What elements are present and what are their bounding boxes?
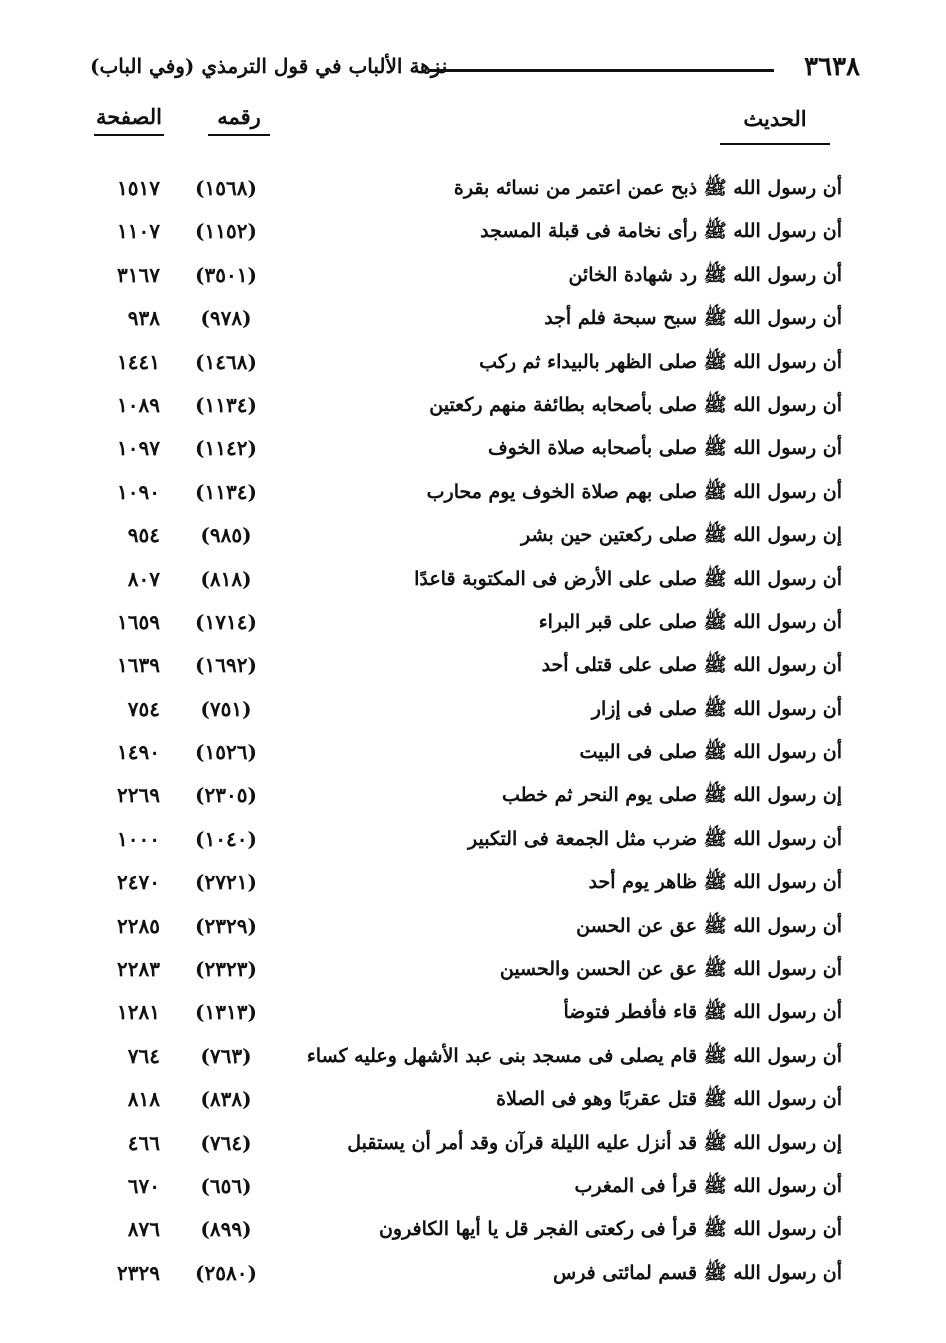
hadith-number: (٨١٨)	[200, 566, 252, 591]
hadith-text: إن رسول الله ﷺ صلى ركعتين حين بشر	[521, 524, 842, 547]
page-reference: ٢٢٦٩	[117, 783, 160, 808]
hadith-number: (٩٨٥)	[200, 523, 252, 548]
page-reference: ٢٢٨٣	[117, 957, 160, 982]
hadith-text: أن رسول الله ﷺ قام يصلى فى مسجد بنى عبد الأشهل وعليه كساء	[306, 1044, 842, 1067]
hadith-text: إن رسول الله ﷺ صلى يوم النحر ثم خطب	[502, 784, 842, 807]
hadith-number: (٢٧٢١)	[195, 870, 257, 895]
running-title: نزهة الألباب في قول الترمذي (وفي الباب)	[90, 54, 448, 78]
index-row	[0, 257, 946, 300]
page-reference: ٦٧٠	[127, 1173, 160, 1198]
hadith-text: أن رسول الله ﷺ صلى على قتلى أحد	[541, 654, 842, 677]
hadith-number: (٨٣٨)	[200, 1087, 252, 1112]
hadith-text: أن رسول الله ﷺ سبح سبحة فلم أجد	[544, 307, 842, 330]
index-row	[0, 734, 946, 777]
index-row	[0, 170, 946, 213]
page-header	[90, 52, 860, 92]
hadith-number: (٩٧٨)	[200, 306, 252, 331]
page-reference: ٩٣٨	[127, 306, 160, 331]
hadith-text: أن رسول الله ﷺ صلى بأصحابه صلاة الخوف	[487, 437, 842, 460]
hadith-text: أن رسول الله ﷺ رأى نخامة فى قبلة المسجد	[480, 220, 842, 243]
index-row	[0, 474, 946, 517]
hadith-number: (١٥٦٨)	[195, 176, 257, 200]
page-number: ٣٦٣٨	[804, 52, 860, 82]
column-header-hadith-label: الحديث	[743, 106, 807, 131]
hadith-number: (٢٣٢٩)	[195, 913, 257, 938]
index-row	[0, 344, 946, 387]
index-row	[0, 1125, 946, 1168]
column-header-number-label: رقمه	[217, 104, 261, 129]
hadith-number: (١٠٤٠)	[195, 826, 257, 851]
hadith-number: (١٣١٣)	[195, 1000, 257, 1025]
hadith-text: أن رسول الله ﷺ صلى فى إزار	[591, 697, 842, 720]
index-row	[0, 1211, 946, 1254]
page-reference: ١٢٨١	[117, 1000, 160, 1025]
hadith-text: أن رسول الله ﷺ ضرب مثل الجمعة فى التكبير	[468, 827, 842, 850]
page-reference: ١٠٩٠	[117, 479, 160, 504]
index-row	[0, 517, 946, 560]
hadith-number: (٦٥٦)	[200, 1173, 252, 1198]
column-header-underline	[720, 143, 830, 145]
page-reference: ١٥١٧	[117, 176, 160, 200]
hadith-number: (١٧١٤)	[195, 609, 257, 634]
page-reference: ٢٢٨٥	[117, 913, 160, 938]
page-reference: ١٤٤١	[117, 349, 160, 374]
index-row	[0, 821, 946, 864]
index-row	[0, 647, 946, 690]
column-header-underline	[208, 134, 270, 136]
hadith-number: (٧٦٣)	[200, 1043, 252, 1068]
hadith-text: أن رسول الله ﷺ عق عن الحسن والحسين	[499, 958, 842, 981]
hadith-number: (٧٥١)	[200, 696, 252, 721]
column-header-underline	[94, 134, 164, 136]
hadith-text: أن رسول الله ﷺ قاء فأفطر فتوضأ	[563, 1001, 842, 1024]
hadith-text: أن رسول الله ﷺ رد شهادة الخائن	[568, 263, 842, 286]
hadith-number: (١٥٢٦)	[195, 740, 257, 765]
page-reference: ٧٥٤	[127, 696, 160, 721]
hadith-text: أن رسول الله ﷺ قسم لمائتى فرس	[553, 1261, 842, 1284]
index-row	[0, 1038, 946, 1081]
index-row	[0, 994, 946, 1037]
hadith-text: إن رسول الله ﷺ قد أنزل عليه الليلة قرآن وقد أمر أن يستقبل	[347, 1131, 842, 1154]
column-header-number	[208, 104, 270, 136]
page-reference: ٨٧٦	[127, 1217, 160, 1242]
index-row	[0, 777, 946, 820]
hadith-text: أن رسول الله ﷺ عق عن الحسن	[576, 914, 842, 937]
page-reference: ١٤٩٠	[117, 740, 160, 765]
hadith-text: أن رسول الله ﷺ صلى على الأرض فى المكتوبة قاعدًا	[414, 567, 842, 590]
hadith-number: (١٦٩٢)	[195, 653, 257, 678]
hadith-number: (١١٣٤)	[195, 479, 257, 504]
page-reference: ١٠٠٠	[117, 826, 160, 851]
index-row	[0, 951, 946, 994]
column-header-page	[94, 104, 164, 136]
hadith-number: (٢٣٠٥)	[195, 783, 257, 808]
hadith-number: (٣٥٠١)	[195, 262, 257, 287]
index-row	[0, 213, 946, 256]
hadith-text: أن رسول الله ﷺ ظاهر يوم أحد	[588, 871, 842, 894]
index-row	[0, 1255, 946, 1298]
hadith-number: (١٤٦٨)	[195, 349, 257, 374]
page-reference: ٨١٨	[127, 1087, 160, 1112]
page-reference: ٤٦٦	[127, 1130, 160, 1155]
index-row	[0, 1168, 946, 1211]
header-rule	[428, 69, 774, 72]
page-reference: ٧٦٤	[127, 1043, 160, 1068]
index-row	[0, 1081, 946, 1124]
index-row	[0, 300, 946, 343]
hadith-number: (١١٤٢)	[195, 436, 257, 461]
hadith-number: (٢٥٨٠)	[195, 1260, 257, 1285]
hadith-text: أن رسول الله ﷺ قرأ فى المغرب	[574, 1174, 842, 1197]
index-list	[0, 170, 946, 1298]
hadith-number: (٢٣٢٣)	[195, 957, 257, 982]
page-reference: ١٦٥٩	[117, 609, 160, 634]
hadith-text: أن رسول الله ﷺ صلى الظهر بالبيداء ثم ركب	[479, 350, 842, 373]
page-reference: ١٠٩٧	[117, 436, 160, 461]
hadith-text: أن رسول الله ﷺ قرأ فى ركعتى الفجر قل يا أيها الكافرون	[378, 1218, 842, 1241]
index-row	[0, 387, 946, 430]
index-row	[0, 864, 946, 907]
page-reference: ١١٠٧	[117, 219, 160, 244]
hadith-text: أن رسول الله ﷺ صلى فى البيت	[579, 741, 842, 764]
hadith-number: (١١٣٤)	[195, 392, 257, 417]
index-row	[0, 908, 946, 951]
hadith-text: أن رسول الله ﷺ قتل عقربًا وهو فى الصلاة	[496, 1088, 842, 1111]
hadith-text: أن رسول الله ﷺ صلى بهم صلاة الخوف يوم محارب	[426, 480, 842, 503]
index-row	[0, 691, 946, 734]
hadith-text: أن رسول الله ﷺ ذبح عمن اعتمر من نسائه بقرة	[453, 177, 842, 199]
page-reference: ٣١٦٧	[117, 262, 160, 287]
page-reference: ٩٥٤	[127, 523, 160, 548]
hadith-number: (٨٩٩)	[200, 1217, 252, 1242]
hadith-number: (١١٥٢)	[195, 219, 257, 244]
page-reference: ٢٣٢٩	[117, 1260, 160, 1285]
page-reference: ٨٠٧	[127, 566, 160, 591]
index-row	[0, 604, 946, 647]
hadith-number: (٧٦٤)	[200, 1130, 252, 1155]
column-header-hadith	[720, 106, 830, 145]
page-reference: ٢٤٧٠	[117, 870, 160, 895]
page-reference: ١٦٣٩	[117, 653, 160, 678]
column-header-page-label: الصفحة	[96, 104, 162, 129]
hadith-text: أن رسول الله ﷺ صلى على قبر البراء	[538, 610, 842, 633]
hadith-text: أن رسول الله ﷺ صلى بأصحابه بطائفة منهم ركعتين	[429, 393, 842, 416]
page-reference: ١٠٨٩	[117, 392, 160, 417]
index-row	[0, 430, 946, 473]
index-row	[0, 561, 946, 604]
